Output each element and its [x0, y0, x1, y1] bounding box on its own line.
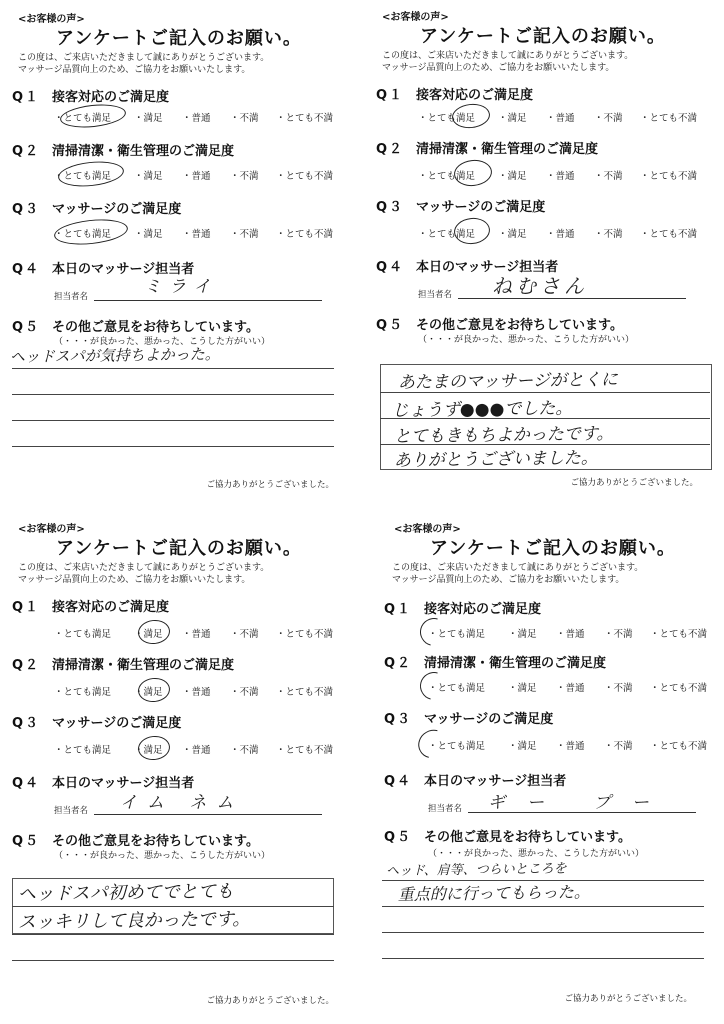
- comment-line-2: 重点的に行ってもらった。: [397, 882, 590, 905]
- question-1: Q１ 接客対応のご満足度: [376, 88, 534, 103]
- comment-line-2: じょうず●●●でした。: [391, 398, 573, 421]
- survey-title: アンケートご記入のお願い。: [56, 538, 302, 559]
- option-very-satisfied[interactable]: ・とても満足: [54, 113, 112, 124]
- question-1: Q１ 接客対応のご満足度: [12, 90, 170, 105]
- question-5: Q５ その他ご意見をお待ちしています。: [12, 834, 259, 849]
- thanks-text: ご協力ありがとうございました。: [564, 994, 692, 1004]
- staff-name-line: [468, 812, 696, 813]
- comment-line-2: スッキリして良かったです。: [17, 908, 251, 934]
- staff-name-line: [94, 300, 322, 301]
- option-very-satisfied[interactable]: ・とても満足: [54, 171, 112, 182]
- option-dissatisfied[interactable]: ・不満: [604, 683, 633, 694]
- staff-name-handwritten: イム ネム: [120, 793, 244, 813]
- option-satisfied[interactable]: ・満足: [134, 229, 163, 240]
- option-very-satisfied[interactable]: ・とても満足: [54, 229, 112, 240]
- option-normal[interactable]: ・普通: [182, 629, 211, 640]
- option-dissatisfied[interactable]: ・不満: [230, 229, 259, 240]
- question-3: Q３ マッサージのご満足度: [384, 712, 554, 727]
- option-normal[interactable]: ・普通: [556, 629, 585, 640]
- question-5: Q５ その他ご意見をお待ちしています。: [376, 318, 623, 333]
- customer-voice-label: <お客様の声>: [394, 524, 461, 535]
- survey-card-1: [4, 6, 354, 506]
- option-dissatisfied[interactable]: ・不満: [230, 171, 259, 182]
- option-normal[interactable]: ・普通: [546, 171, 575, 182]
- option-normal[interactable]: ・普通: [182, 171, 211, 182]
- staff-name-handwritten: ねむさん: [492, 274, 588, 298]
- question-2: Q２ 清掃清潔・衛生管理のご満足度: [376, 142, 599, 157]
- option-satisfied[interactable]: ・満足: [498, 113, 527, 124]
- option-normal[interactable]: ・普通: [182, 687, 211, 698]
- option-dissatisfied[interactable]: ・不満: [230, 113, 259, 124]
- comment-rule: [12, 960, 334, 961]
- question-2: Q２ 清掃清潔・衛生管理のご満足度: [12, 658, 235, 673]
- option-dissatisfied[interactable]: ・不満: [230, 687, 259, 698]
- option-satisfied[interactable]: ・満足: [508, 683, 537, 694]
- option-normal[interactable]: ・普通: [182, 745, 211, 756]
- option-dissatisfied[interactable]: ・不満: [604, 629, 633, 640]
- staff-name-label: 担当者名: [54, 806, 89, 816]
- option-satisfied[interactable]: ・満足: [498, 229, 527, 240]
- survey-card-4: [368, 516, 718, 1016]
- comment-rule: [380, 392, 710, 393]
- option-very-satisfied[interactable]: ・とても満足: [428, 629, 486, 640]
- thanks-text: ご協力ありがとうございました。: [570, 478, 698, 488]
- staff-name-handwritten: ギー プー: [488, 793, 671, 813]
- option-satisfied[interactable]: ・満足: [508, 741, 537, 752]
- option-normal[interactable]: ・普通: [556, 683, 585, 694]
- question-4: Q４ 本日のマッサージ担当者: [376, 260, 559, 275]
- q5-hint: （・・・が良かった、悪かった、こうした方がいい）: [428, 849, 645, 859]
- comment-line-3: とてもきもちよかったです。: [393, 423, 614, 447]
- comment-rule: [382, 958, 704, 959]
- option-very-dissatisfied[interactable]: ・とても不満: [640, 171, 698, 182]
- comment-line-1: ヘッドスパが気持ちよかった。: [9, 345, 220, 367]
- survey-card-3: [4, 516, 354, 1016]
- option-very-dissatisfied[interactable]: ・とても不満: [276, 171, 334, 182]
- option-dissatisfied[interactable]: ・不満: [230, 629, 259, 640]
- option-very-satisfied[interactable]: ・とても満足: [418, 113, 476, 124]
- staff-name-label: 担当者名: [428, 804, 463, 814]
- comment-rule: [12, 446, 334, 447]
- option-very-satisfied[interactable]: ・とても満足: [54, 629, 112, 640]
- option-dissatisfied[interactable]: ・不満: [594, 113, 623, 124]
- q5-hint: （・・・が良かった、悪かった、こうした方がいい）: [54, 851, 271, 861]
- question-1: Q１ 接客対応のご満足度: [12, 600, 170, 615]
- option-satisfied[interactable]: ・満足: [134, 113, 163, 124]
- intro-text: この度は、ご来店いただきまして誠にありがとうございます。 マッサージ品質向上のため、ご協力をお願いいたします。: [18, 53, 270, 75]
- option-very-dissatisfied[interactable]: ・とても不満: [276, 229, 334, 240]
- option-very-dissatisfied[interactable]: ・とても不満: [276, 113, 334, 124]
- option-normal[interactable]: ・普通: [556, 741, 585, 752]
- question-3: Q３ マッサージのご満足度: [12, 202, 182, 217]
- staff-name-label: 担当者名: [54, 292, 89, 302]
- option-very-satisfied[interactable]: ・とても満足: [418, 229, 476, 240]
- staff-name-handwritten: ミライ: [144, 277, 219, 297]
- comment-line-1: ヘッドスパ初めてでとても: [17, 880, 234, 906]
- q5-hint: （・・・が良かった、悪かった、こうした方がいい）: [418, 335, 635, 345]
- option-satisfied[interactable]: ・満足: [498, 171, 527, 182]
- comment-rule: [382, 932, 704, 933]
- option-satisfied[interactable]: ・満足: [134, 629, 163, 640]
- comment-line-1: ヘッド、肩等、つらいところを: [385, 861, 567, 879]
- comment-rule: [382, 906, 704, 907]
- option-very-satisfied[interactable]: ・とても満足: [54, 687, 112, 698]
- staff-name-line: [458, 298, 686, 299]
- question-3: Q３ マッサージのご満足度: [12, 716, 182, 731]
- intro-text: この度は、ご来店いただきまして誠にありがとうございます。 マッサージ品質向上のため、ご協力をお願いいたします。: [18, 563, 270, 585]
- option-dissatisfied[interactable]: ・不満: [594, 171, 623, 182]
- question-4: Q４ 本日のマッサージ担当者: [12, 776, 195, 791]
- comment-rule: [12, 420, 334, 421]
- customer-voice-label: <お客様の声>: [18, 524, 85, 535]
- intro-text: この度は、ご来店いただきまして誠にありがとうございます。 マッサージ品質向上のため、ご協力をお願いいたします。: [392, 563, 644, 585]
- thanks-text: ご協力ありがとうございました。: [206, 480, 334, 490]
- option-very-satisfied[interactable]: ・とても満足: [418, 171, 476, 182]
- option-very-dissatisfied[interactable]: ・とても不満: [276, 745, 334, 756]
- question-4: Q４ 本日のマッサージ担当者: [384, 774, 567, 789]
- comment-rule: [12, 934, 334, 935]
- option-dissatisfied[interactable]: ・不満: [230, 745, 259, 756]
- option-very-satisfied[interactable]: ・とても満足: [54, 745, 112, 756]
- option-very-dissatisfied[interactable]: ・とても不満: [640, 229, 698, 240]
- staff-name-line: [94, 814, 322, 815]
- option-very-dissatisfied[interactable]: ・とても不満: [276, 629, 334, 640]
- question-1: Q１ 接客対応のご満足度: [384, 602, 542, 617]
- comment-rule: [380, 418, 710, 419]
- question-2: Q２ 清掃清潔・衛生管理のご満足度: [12, 144, 235, 159]
- survey-title: アンケートご記入のお願い。: [430, 538, 676, 559]
- staff-name-label: 担当者名: [418, 290, 453, 300]
- option-satisfied[interactable]: ・満足: [134, 745, 163, 756]
- survey-title: アンケートご記入のお願い。: [56, 28, 302, 49]
- option-very-dissatisfied[interactable]: ・とても不満: [650, 629, 708, 640]
- option-normal[interactable]: ・普通: [546, 113, 575, 124]
- customer-voice-label: <お客様の声>: [18, 14, 85, 25]
- survey-title: アンケートご記入のお願い。: [420, 26, 666, 47]
- option-very-dissatisfied[interactable]: ・とても不満: [650, 683, 708, 694]
- intro-text: この度は、ご来店いただきまして誠にありがとうございます。 マッサージ品質向上のため、ご協力をお願いいたします。: [382, 51, 634, 73]
- question-5: Q５ その他ご意見をお待ちしています。: [384, 830, 631, 845]
- thanks-text: ご協力ありがとうございました。: [206, 996, 334, 1006]
- option-normal[interactable]: ・普通: [182, 229, 211, 240]
- option-satisfied[interactable]: ・満足: [134, 687, 163, 698]
- question-3: Q３ マッサージのご満足度: [376, 200, 546, 215]
- survey-card-2: [368, 4, 718, 504]
- question-4: Q４ 本日のマッサージ担当者: [12, 262, 195, 277]
- comment-line-1: あたまのマッサージがとくに: [397, 369, 618, 393]
- q5-hint: （・・・が良かった、悪かった、こうした方がいい）: [54, 337, 271, 347]
- comment-rule: [12, 394, 334, 395]
- option-very-dissatisfied[interactable]: ・とても不満: [640, 113, 698, 124]
- option-dissatisfied[interactable]: ・不満: [594, 229, 623, 240]
- option-very-dissatisfied[interactable]: ・とても不満: [276, 687, 334, 698]
- comment-rule: [12, 368, 334, 369]
- option-very-satisfied[interactable]: ・とても満足: [428, 683, 486, 694]
- question-2: Q２ 清掃清潔・衛生管理のご満足度: [384, 656, 607, 671]
- option-normal[interactable]: ・普通: [546, 229, 575, 240]
- option-very-satisfied[interactable]: ・とても満足: [428, 741, 486, 752]
- option-dissatisfied[interactable]: ・不満: [604, 741, 633, 752]
- option-normal[interactable]: ・普通: [182, 113, 211, 124]
- option-satisfied[interactable]: ・満足: [134, 171, 163, 182]
- question-5: Q５ その他ご意見をお待ちしています。: [12, 320, 259, 335]
- customer-voice-label: <お客様の声>: [382, 12, 449, 23]
- option-satisfied[interactable]: ・満足: [508, 629, 537, 640]
- comment-line-4: ありがとうございました。: [393, 448, 598, 471]
- option-very-dissatisfied[interactable]: ・とても不満: [650, 741, 708, 752]
